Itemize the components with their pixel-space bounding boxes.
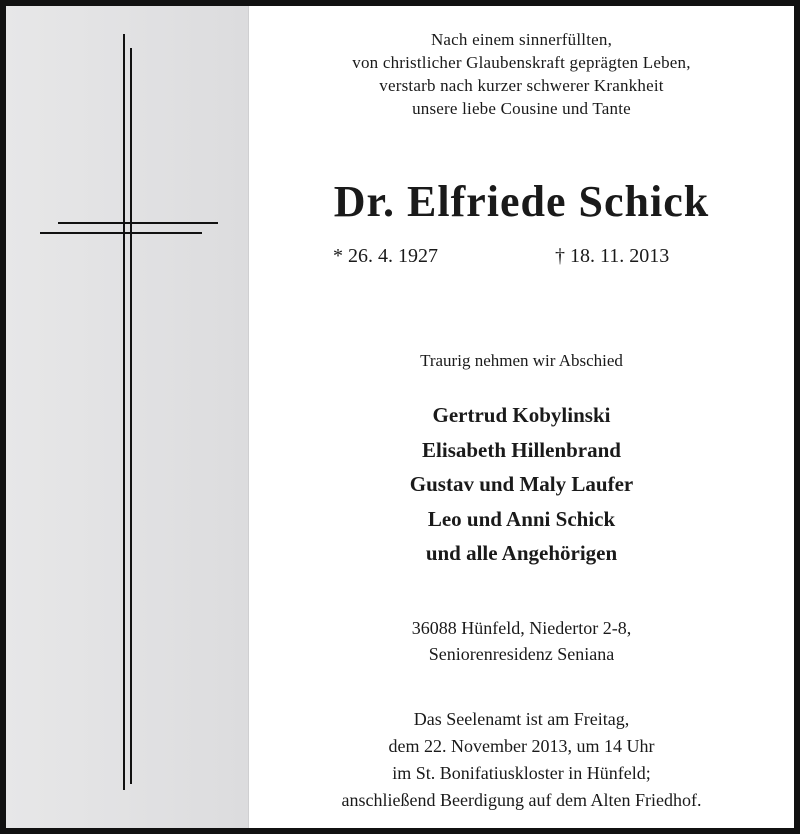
deceased-name: Dr. Elfriede Schick [333, 177, 710, 226]
mourner-name: Gertrud Kobylinski [432, 403, 611, 427]
mourners-list [249, 398, 794, 571]
cross-icon [6, 6, 248, 828]
service-line: anschließend Beerdigung auf dem Alten Friedhof. [341, 790, 702, 810]
mourner-name: Leo und Anni Schick [427, 506, 616, 531]
address-block [249, 615, 794, 667]
service-line: im St. Bonifatiuskloster in Hünfeld; [392, 763, 651, 783]
notice-text [249, 6, 794, 828]
death-date: † 18. 11. 2013 [555, 245, 670, 267]
address-line: 36088 Hünfeld, Niedertor 2-8, [411, 618, 632, 638]
mourner-name: Elisabeth Hillenbrand [422, 437, 621, 462]
intro-line: verstarb nach kurzer schwerer Krankheit [379, 76, 664, 95]
side-panel [6, 6, 249, 828]
mourner-name: und alle Angehörigen [425, 541, 618, 565]
farewell-line: Traurig nehmen wir Abschied [420, 351, 623, 370]
service-line: dem 22. November 2013, um 14 Uhr [388, 736, 655, 756]
intro-line: Nach einem sinnerfüllten, [430, 30, 613, 49]
service-info [249, 706, 794, 814]
service-line: Das Seelenamt ist am Freitag, [413, 709, 630, 729]
intro-line: von christlicher Glaubenskraft geprägten Leben, [352, 53, 691, 72]
mourner-name: Gustav und Maly Laufer [409, 472, 634, 496]
intro-text [249, 28, 794, 120]
birth-date: * 26. 4. 1927 [333, 245, 438, 267]
intro-line: unsere liebe Cousine und Tante [412, 99, 631, 118]
address-line: Seniorenresidenz Seniana [428, 644, 615, 664]
